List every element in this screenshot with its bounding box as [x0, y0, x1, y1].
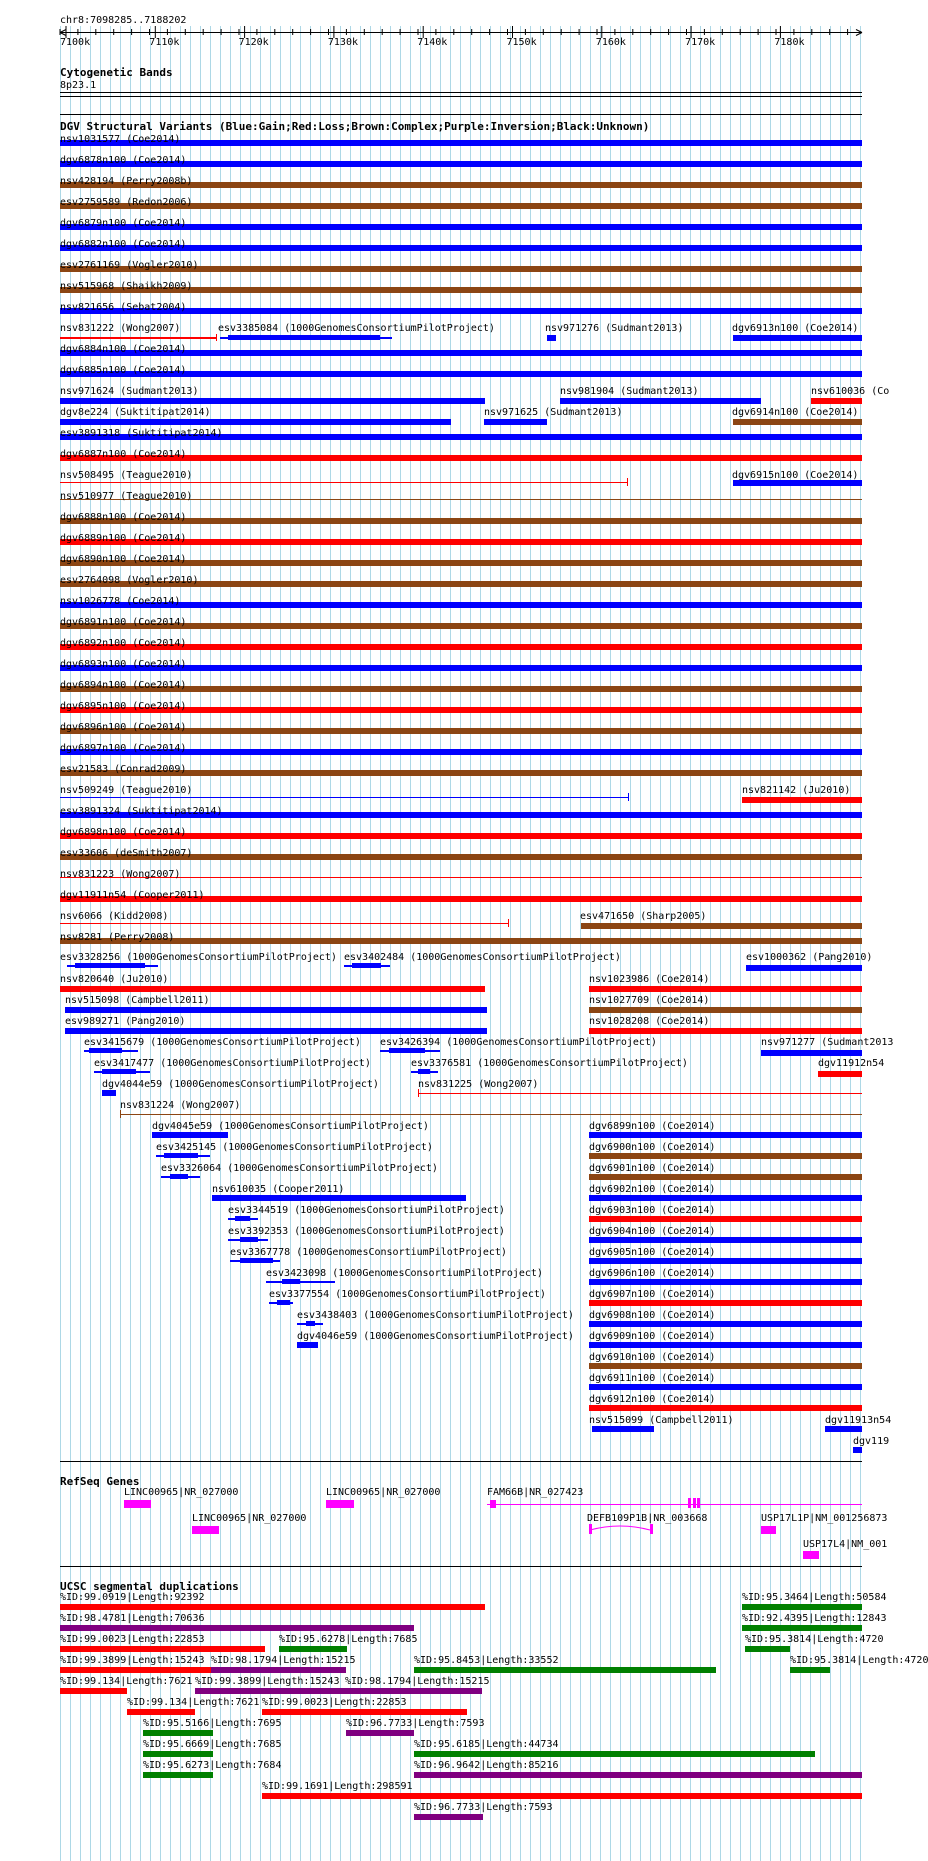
variant-label[interactable]: dgv4046e59 (1000GenomesConsortiumPilotProject) [297, 1331, 574, 1342]
variant-bar [745, 1646, 790, 1652]
variant-label[interactable]: nsv981904 (Sudmant2013) [560, 386, 699, 397]
variant-bar [282, 1279, 300, 1284]
segdup-track-title: UCSC segmental duplications [60, 1580, 239, 1593]
variant-label[interactable]: dgv6903n100 (Coe2014) [589, 1205, 716, 1216]
variant-bar [742, 1604, 862, 1610]
segdup-label[interactable]: %ID:95.8453|Length:33552 [414, 1655, 559, 1666]
gene-label[interactable]: FAM66B|NR_027423 [487, 1487, 584, 1498]
variant-bar [761, 1526, 776, 1534]
variant-bar [589, 1258, 862, 1264]
variant-label[interactable]: dgv4044e59 (1000GenomesConsortiumPilotProject) [102, 1079, 379, 1090]
variant-bar [152, 1132, 228, 1138]
variant-bar [650, 1524, 653, 1534]
variant-bar [60, 986, 485, 992]
variant-bar [581, 923, 862, 929]
variant-label[interactable]: dgv6896n100 (Coe2014) [60, 722, 187, 733]
variant-label[interactable]: dgv6915n100 (Coe2014) [732, 470, 859, 481]
variant-label[interactable]: dgv8e224 (Suktitipat2014) [60, 407, 211, 418]
variant-bar [345, 1688, 482, 1694]
variant-bar [127, 1709, 195, 1715]
variant-label[interactable]: nsv1026778 (Coe2014) [60, 596, 181, 607]
variant-bar [60, 1646, 265, 1652]
variant-bar [818, 1071, 862, 1077]
variant-label[interactable]: esv3425145 (1000GenomesConsortiumPilotProject) [156, 1142, 433, 1153]
ruler-tick-label: 7130k [327, 37, 358, 48]
variant-tick [628, 793, 629, 801]
variant-bar [490, 1500, 496, 1508]
variant-bar [746, 965, 862, 971]
ruler-tick-label: 7160k [595, 37, 626, 48]
segdup-label[interactable]: %ID:99.1691|Length:298591 [262, 1781, 413, 1792]
variant-label[interactable]: dgv6891n100 (Coe2014) [60, 617, 187, 628]
variant-label[interactable]: esv21583 (Conrad2009) [60, 764, 187, 775]
variant-label[interactable]: dgv6893n100 (Coe2014) [60, 659, 187, 670]
variant-line [60, 797, 628, 798]
segdup-label[interactable]: %ID:99.134|Length:7621 [60, 1676, 193, 1687]
variant-label[interactable]: nsv8281 (Perry2008) [60, 932, 175, 943]
variant-bar [790, 1667, 830, 1673]
variant-bar [560, 398, 761, 404]
variant-label[interactable]: dgv6888n100 (Coe2014) [60, 512, 187, 523]
variant-label[interactable]: dgv6900n100 (Coe2014) [589, 1142, 716, 1153]
variant-label[interactable]: nsv515968 (Shaikh2009) [60, 281, 193, 292]
variant-tick [216, 334, 217, 341]
variant-label[interactable]: nsv1031577 (Coe2014) [60, 134, 181, 145]
variant-bar [589, 1363, 862, 1369]
variant-label[interactable]: dgv6907n100 (Coe2014) [589, 1289, 716, 1300]
variant-bar [170, 1174, 188, 1179]
segdup-label[interactable]: %ID:95.6185|Length:44734 [414, 1739, 559, 1750]
cytoband-line [60, 96, 862, 97]
variant-label[interactable]: esv3392353 (1000GenomesConsortiumPilotProject) [228, 1226, 505, 1237]
variant-label[interactable]: nsv971625 (Sudmant2013) [484, 407, 623, 418]
variant-label[interactable]: esv3891324 (Suktitipat2014) [60, 806, 223, 817]
variant-bar [228, 335, 380, 340]
segdup-label[interactable]: %ID:99.134|Length:7621 [127, 1697, 260, 1708]
variant-label[interactable]: nsv831225 (Wong2007) [418, 1079, 539, 1090]
variant-bar [589, 1237, 862, 1243]
variant-bar [326, 1500, 354, 1508]
gene-label[interactable]: LINC00965|NR_027000 [124, 1487, 239, 1498]
variant-bar [277, 1300, 290, 1305]
variant-bar [414, 1667, 716, 1673]
coordinate-header: chr8:7098285..7188202 [60, 15, 187, 26]
variant-label[interactable]: nsv971277 (Sudmant2013 [761, 1037, 894, 1048]
variant-label[interactable]: esv2761169 (Vogler2010) [60, 260, 199, 271]
variant-label[interactable]: dgv6890n100 (Coe2014) [60, 554, 187, 565]
variant-bar [589, 1132, 862, 1138]
variant-bar [60, 1667, 211, 1673]
variant-label[interactable]: nsv971276 (Sudmant2013) [545, 323, 684, 334]
segdup-label[interactable]: %ID:96.7733|Length:7593 [346, 1718, 485, 1729]
variant-bar [60, 419, 451, 425]
variant-bar [143, 1751, 213, 1757]
variant-bar [164, 1153, 198, 1158]
variant-label[interactable]: dgv6911n100 (Coe2014) [589, 1373, 716, 1384]
variant-label[interactable]: dgv11911n54 (Cooper2011) [60, 890, 205, 901]
variant-label[interactable]: dgv6912n100 (Coe2014) [589, 1394, 716, 1405]
variant-line [60, 482, 627, 483]
section-divider [60, 1461, 862, 1462]
variant-label[interactable]: dgv6889n100 (Coe2014) [60, 533, 187, 544]
ruler-tick-label: 7100k [60, 37, 91, 48]
variant-label[interactable]: esv3344519 (1000GenomesConsortiumPilotProject) [228, 1205, 505, 1216]
ruler-tick-label: 7120k [238, 37, 269, 48]
variant-label[interactable]: dgv6899n100 (Coe2014) [589, 1121, 716, 1132]
variant-bar [697, 1498, 700, 1508]
variant-bar [811, 398, 862, 404]
variant-label[interactable]: dgv119 [853, 1436, 890, 1447]
segdup-label[interactable]: %ID:95.6278|Length:7685 [279, 1634, 418, 1645]
variant-label[interactable]: dgv6908n100 (Coe2014) [589, 1310, 716, 1321]
variant-line [120, 1114, 862, 1115]
section-divider [60, 114, 862, 115]
dgv-track-title: DGV Structural Variants (Blue:Gain;Red:Loss;Brown:Complex;Purple:Inversion;Black:Unknown) [60, 120, 650, 133]
variant-tick [418, 1089, 419, 1097]
variant-label[interactable]: nsv831222 (Wong2007) [60, 323, 181, 334]
variant-label[interactable]: dgv6914n100 (Coe2014) [732, 407, 859, 418]
variant-bar [266, 1281, 335, 1283]
variant-bar [484, 419, 547, 425]
gene-label[interactable]: LINC00965|NR_027000 [192, 1513, 307, 1524]
variant-bar [389, 1048, 425, 1053]
variant-label[interactable]: nsv831224 (Wong2007) [120, 1100, 241, 1111]
cytoband-line [60, 92, 862, 93]
variant-label[interactable]: nsv610035 (Cooper2011) [212, 1184, 345, 1195]
variant-label[interactable]: esv471650 (Sharp2005) [580, 911, 707, 922]
variant-label[interactable]: dgv6913n100 (Coe2014) [732, 323, 859, 334]
variant-bar [418, 1069, 430, 1074]
segdup-label[interactable]: %ID:98.4781|Length:70636 [60, 1613, 205, 1624]
segdup-label[interactable]: %ID:95.3464|Length:50584 [742, 1592, 887, 1603]
variant-bar [761, 1050, 862, 1056]
variant-line [60, 923, 508, 924]
gene-label[interactable]: USP17L4|NM_001 [803, 1539, 888, 1550]
variant-bar [306, 1321, 315, 1326]
variant-bar [589, 1405, 862, 1411]
gene-label[interactable]: USP17L1P|NM_001256873 [761, 1513, 888, 1524]
variant-bar [143, 1772, 213, 1778]
variant-bar [60, 398, 485, 404]
variant-bar [143, 1730, 213, 1736]
variant-label[interactable]: dgv6898n100 (Coe2014) [60, 827, 187, 838]
variant-bar [589, 1384, 862, 1390]
segdup-label[interactable]: %ID:99.0023|Length:22853 [262, 1697, 407, 1708]
variant-bar [589, 986, 862, 992]
segdup-label[interactable]: %ID:95.5166|Length:7695 [143, 1718, 282, 1729]
variant-label[interactable]: esv3326064 (1000GenomesConsortiumPilotProject) [161, 1163, 438, 1174]
variant-bar [212, 1195, 466, 1201]
segdup-label[interactable]: %ID:95.6669|Length:7685 [143, 1739, 282, 1750]
variant-bar [733, 419, 862, 425]
variant-bar [235, 1216, 250, 1221]
section-divider [60, 1566, 862, 1567]
variant-bar [825, 1426, 862, 1432]
variant-label[interactable]: esv3402484 (1000GenomesConsortiumPilotProject) [344, 952, 621, 963]
variant-bar [60, 1604, 485, 1610]
variant-label[interactable]: nsv971624 (Sudmant2013) [60, 386, 199, 397]
variant-bar [589, 1279, 862, 1285]
variant-bar [803, 1551, 819, 1559]
segdup-label[interactable]: %ID:95.3814|Length:4720 [790, 1655, 928, 1666]
variant-bar [65, 1028, 487, 1034]
variant-label[interactable]: dgv6878n100 (Coe2014) [60, 155, 187, 166]
variant-bar [89, 1048, 122, 1053]
variant-label[interactable]: dgv6892n100 (Coe2014) [60, 638, 187, 649]
variant-bar [346, 1730, 414, 1736]
variant-label[interactable]: dgv6894n100 (Coe2014) [60, 680, 187, 691]
variant-tick [627, 478, 628, 486]
variant-label[interactable]: nsv1028208 (Coe2014) [589, 1016, 710, 1027]
variant-label[interactable]: dgv6904n100 (Coe2014) [589, 1226, 716, 1237]
variant-label[interactable]: dgv6905n100 (Coe2014) [589, 1247, 716, 1258]
variant-line [418, 1093, 862, 1094]
variant-label[interactable]: nsv831223 (Wong2007) [60, 869, 181, 880]
variant-label[interactable]: esv1000362 (Pang2010) [746, 952, 873, 963]
segdup-label[interactable]: %ID:98.1794|Length:15215 [211, 1655, 356, 1666]
segdup-label[interactable]: %ID:92.4395|Length:12843 [742, 1613, 887, 1624]
ruler-tick-label: 7180k [774, 37, 805, 48]
gene-label[interactable]: DEFB109P1B|NR_003668 [587, 1513, 708, 1524]
variant-label[interactable]: nsv820640 (Ju2010) [60, 974, 169, 985]
variant-label[interactable]: esv989271 (Pang2010) [65, 1016, 186, 1027]
variant-label[interactable]: nsv515098 (Campbell2011) [65, 995, 210, 1006]
segdup-label[interactable]: %ID:99.0023|Length:22853 [60, 1634, 205, 1645]
variant-bar [102, 1090, 116, 1096]
variant-bar [195, 1688, 345, 1694]
segdup-label[interactable]: %ID:99.0919|Length:92392 [60, 1592, 205, 1603]
variant-label[interactable]: dgv6895n100 (Coe2014) [60, 701, 187, 712]
gene-label[interactable]: LINC00965|NR_027000 [326, 1487, 441, 1498]
segdup-label[interactable]: %ID:96.9642|Length:85216 [414, 1760, 559, 1771]
variant-bar [589, 1028, 862, 1034]
variant-bar [414, 1814, 483, 1820]
variant-label[interactable]: nsv1027709 (Coe2014) [589, 995, 710, 1006]
cytoband-label: 8p23.1 [60, 80, 97, 91]
segdup-label[interactable]: %ID:95.3814|Length:4720 [745, 1634, 884, 1645]
variant-bar [693, 1498, 696, 1508]
ruler-tick-label: 7150k [506, 37, 537, 48]
variant-bar [589, 1342, 862, 1348]
variant-label[interactable]: esv3417477 (1000GenomesConsortiumPilotProject) [94, 1058, 371, 1069]
variant-bar [589, 1195, 862, 1201]
variant-bar [589, 1007, 862, 1013]
variant-bar [211, 1667, 346, 1673]
variant-label[interactable]: esv3426394 (1000GenomesConsortiumPilotProject) [380, 1037, 657, 1048]
variant-label[interactable]: dgv6906n100 (Coe2014) [589, 1268, 716, 1279]
variant-label[interactable]: esv3415679 (1000GenomesConsortiumPilotProject) [84, 1037, 361, 1048]
segdup-label[interactable]: %ID:96.7733|Length:7593 [414, 1802, 553, 1813]
variant-bar [240, 1237, 258, 1242]
variant-bar [589, 1524, 592, 1534]
cytoband-track-title: Cytogenetic Bands [60, 66, 173, 79]
variant-bar [589, 1216, 862, 1222]
variant-label[interactable]: nsv821656 (Sebat2004) [60, 302, 187, 313]
variant-bar [102, 1069, 136, 1074]
variant-label[interactable]: dgv6901n100 (Coe2014) [589, 1163, 716, 1174]
variant-label[interactable]: esv2759589 (Redon2006) [60, 197, 193, 208]
variant-bar [279, 1646, 347, 1652]
variant-label[interactable]: dgv6884n100 (Coe2014) [60, 344, 187, 355]
variant-bar [742, 1625, 862, 1631]
variant-bar [589, 1300, 862, 1306]
segdup-label[interactable]: %ID:99.3899|Length:15243 [195, 1676, 340, 1687]
variant-label[interactable]: nsv1023986 (Coe2014) [589, 974, 710, 985]
variant-label[interactable]: nsv515099 (Campbell2011) [589, 1415, 734, 1426]
variant-bar [589, 1153, 862, 1159]
ruler-tick-label: 7170k [685, 37, 716, 48]
variant-label[interactable]: nsv508495 (Teague2010) [60, 470, 193, 481]
variant-label[interactable]: esv3385084 (1000GenomesConsortiumPilotProject) [218, 323, 495, 334]
variant-bar [60, 1688, 127, 1694]
ruler-tick-label: 7140k [417, 37, 448, 48]
variant-bar [65, 1007, 487, 1013]
variant-label[interactable]: esv3423098 (1000GenomesConsortiumPilotProject) [266, 1268, 543, 1279]
variant-label[interactable]: esv3377554 (1000GenomesConsortiumPilotProject) [269, 1289, 546, 1300]
variant-label[interactable]: dgv6909n100 (Coe2014) [589, 1331, 716, 1342]
variant-label[interactable]: dgv6885n100 (Coe2014) [60, 365, 187, 376]
variant-bar [742, 797, 862, 803]
ruler-tick-label: 7110k [149, 37, 180, 48]
variant-label[interactable]: dgv11913n54 [825, 1415, 892, 1426]
variant-label[interactable]: nsv610036 (Co [811, 386, 890, 397]
variant-label[interactable]: esv3438403 (1000GenomesConsortiumPilotProject) [297, 1310, 574, 1321]
variant-label[interactable]: nsv428194 (Perry2008b) [60, 176, 193, 187]
variant-bar [60, 337, 216, 339]
variant-label[interactable]: esv3367778 (1000GenomesConsortiumPilotProject) [230, 1247, 507, 1258]
variant-bar [262, 1709, 467, 1715]
variant-bar [688, 1498, 691, 1508]
variant-label[interactable]: dgv4045e59 (1000GenomesConsortiumPilotProject) [152, 1121, 429, 1132]
refseq-track-title: RefSeq Genes [60, 1475, 140, 1488]
variant-label[interactable]: nsv6066 (Kidd2008) [60, 911, 169, 922]
variant-bar [589, 1321, 862, 1327]
variant-label[interactable]: nsv509249 (Teague2010) [60, 785, 193, 796]
variant-label[interactable]: dgv6882n100 (Coe2014) [60, 239, 187, 250]
variant-label[interactable]: esv3891318 (Suktitipat2014) [60, 428, 223, 439]
segdup-label[interactable]: %ID:99.3899|Length:15243 [60, 1655, 205, 1666]
variant-bar [589, 1174, 862, 1180]
variant-bar [853, 1447, 862, 1453]
variant-label[interactable]: dgv6897n100 (Coe2014) [60, 743, 187, 754]
segdup-label[interactable]: %ID:95.6273|Length:7684 [143, 1760, 282, 1771]
variant-label[interactable]: dgv6910n100 (Coe2014) [589, 1352, 716, 1363]
variant-bar [60, 938, 862, 944]
variant-bar [262, 1793, 862, 1799]
variant-label[interactable]: esv33606 (deSmith2007) [60, 848, 193, 859]
variant-label[interactable]: nsv821142 (Ju2010) [742, 785, 851, 796]
variant-bar [75, 963, 145, 968]
variant-bar [297, 1342, 318, 1348]
variant-label[interactable]: esv2764098 (Vogler2010) [60, 575, 199, 586]
variant-bar [352, 963, 381, 968]
variant-label[interactable]: dgv6879n100 (Coe2014) [60, 218, 187, 229]
variant-bar [592, 1426, 654, 1432]
variant-bar [414, 1772, 862, 1778]
variant-label[interactable]: dgv6887n100 (Coe2014) [60, 449, 187, 460]
variant-label[interactable]: esv3376581 (1000GenomesConsortiumPilotProject) [411, 1058, 688, 1069]
variant-bar [124, 1500, 151, 1508]
variant-bar [414, 1751, 815, 1757]
segdup-label[interactable]: %ID:98.1794|Length:15215 [345, 1676, 490, 1687]
variant-bar [733, 335, 862, 341]
variant-label[interactable]: dgv11912n54 [818, 1058, 885, 1069]
variant-label[interactable]: esv3328256 (1000GenomesConsortiumPilotProject) [60, 952, 337, 963]
variant-bar [192, 1526, 219, 1534]
variant-bar [60, 1625, 414, 1631]
variant-tick [120, 1110, 121, 1118]
variant-tick [508, 919, 509, 927]
variant-label[interactable]: dgv6902n100 (Coe2014) [589, 1184, 716, 1195]
variant-bar [240, 1258, 273, 1263]
variant-bar [547, 335, 556, 341]
variant-label[interactable]: nsv510977 (Teague2010) [60, 491, 193, 502]
